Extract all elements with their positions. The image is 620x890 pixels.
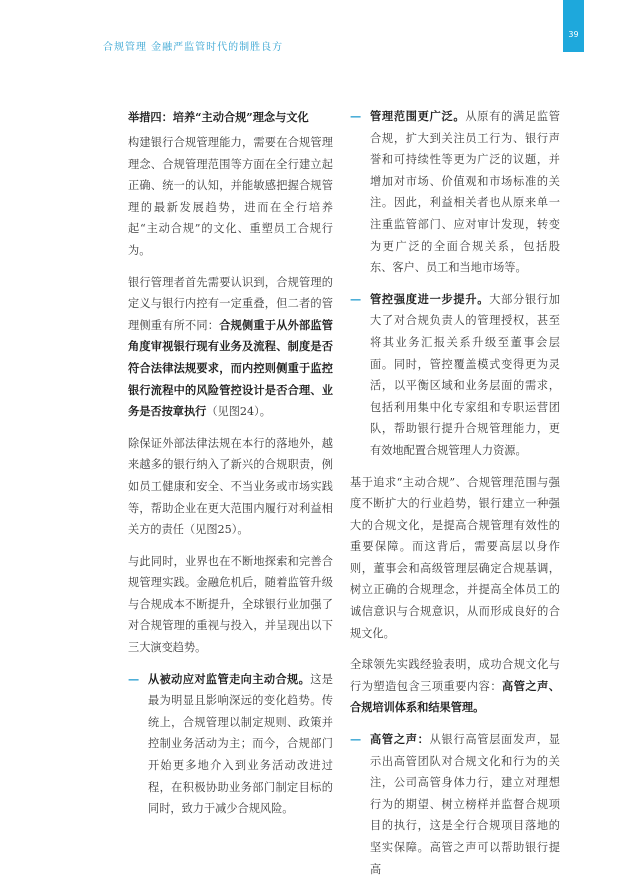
bullet-body: 大部分银行加大了对合规负责人的管理授权，甚至将其业务汇报关系升级至董事会层面。同时，管控覆盖模式变得更为灵活，以平衡区域和业务层面的需求，包括利用集中化专家组和专职运营团队，帮助银行提升合规管理能力，更有效地配置合规管理人力资源。 [370, 292, 560, 457]
paragraph: 基于追求“主动合规”、合规管理范围与强度不断扩大的行业趋势，银行建立一种强大的合规文化，是提高合规管理有效性的重要保障。而这背后，需要高层以身作则，董事会和高级管理层确定合规基调，树立正确的合规理念，并提高全体员工的诚信意识与合规意识，从而形成良好的合规文化。 [350, 475, 560, 640]
section-heading: 举措四：培养“主动合规”理念与文化 [128, 110, 309, 124]
dash-bullet-icon: — [350, 291, 362, 306]
paragraph: 除保证外部法律法规在本行的落地外，越来越多的银行纳入了新兴的合规职责，例如员工健康和安全、不当业务或市场实践等，帮助企业在更大范围内履行对利益相关方的责任（见图25）。 [128, 436, 333, 537]
paragraph: 与此同时，业界也在不断地探索和完善合规管理实践。金融危机后，随着监管升级与合规成本不断提升，全球银行业加强了对合规管理的重视与投入，并呈现出以下三大演变趋势。 [128, 554, 333, 655]
bullet-body: 从银行高管层面发声，显示出高管团队对合规文化和行为的关注，公司高管身体力行，建立对理想行为的期望、树立榜样并监督合规项目的执行，这是全行合规项目落地的坚实保障。高管之声可以帮助银行提高 [370, 733, 560, 876]
dash-bullet-icon: — [350, 109, 362, 123]
page-number-tab [563, 0, 584, 52]
right-column [350, 106, 560, 890]
trend-bullet [350, 289, 560, 462]
running-header: 合规管理 金融严监管时代的制胜良方 [103, 42, 284, 53]
bullet-heading: 从被动应对监管走向主动合规。 [148, 671, 311, 686]
paragraph: 构建银行合规管理能力，需要在合规管理理念、合规管理范围等方面在全行建立起正确、统一的认知，并能敏感把握合规管理的最新发展趋势，进而在全行培养起“主动合规”的文化、重塑员工合规行为。 [128, 136, 333, 257]
culture-bullet [350, 729, 560, 880]
bullet-body: 这是最为明显且影响深远的变化趋势。传统上，合规管理以制定规则、政策并控制业务活动为主；而今，合规部门开始更多地介入到业务活动改进过程，在积极协助业务部门制定目标的同时，致力于减少合规风险。 [148, 672, 333, 816]
paragraph-text: 全球领先实践经验表明，成功合规文化与行为塑造包含三项重要内容： [350, 658, 560, 693]
paragraph [128, 272, 333, 423]
paragraph [350, 654, 560, 719]
page-number: 39 [568, 30, 579, 39]
bullet-body: 从原有的满足监管合规，扩大到关注员工行为、银行声誉和可持续性等更为广泛的议题，并增加对市场、价值观和市场标准的关注。因此，利益相关者也从原来单一注重监管部门、应对审计发现，转变为更广泛的全面合规关系，包括股东、客户、员工和当地市场等。 [370, 110, 560, 275]
bullet-heading: 高管之声： [370, 732, 430, 747]
emphasis-text: 高管之声、合规培训体系和结果管理。 [350, 678, 560, 715]
left-column [128, 106, 333, 830]
bullet-heading: 管控强度进一步提升。 [370, 291, 490, 306]
trend-bullet [350, 106, 560, 279]
paragraph-text: 银行管理者首先需要认识到，合规管理的定义与银行内控有一定重叠，但二者的管理侧重有所不同： [128, 275, 333, 332]
emphasis-text: 合规侧重于从外部监管角度审视银行现有业务及流程、制度是否符合法律法规要求，而内控则侧重于监控银行流程中的风险管控设计是否合理、业务是否按章执行 [128, 317, 333, 419]
figure-reference: （见图24）。 [206, 405, 271, 419]
bullet-heading: 管理范围更广泛。 [370, 109, 466, 123]
dash-bullet-icon: — [350, 732, 362, 747]
dash-bullet-icon: — [128, 671, 140, 686]
trend-bullet [128, 669, 333, 820]
